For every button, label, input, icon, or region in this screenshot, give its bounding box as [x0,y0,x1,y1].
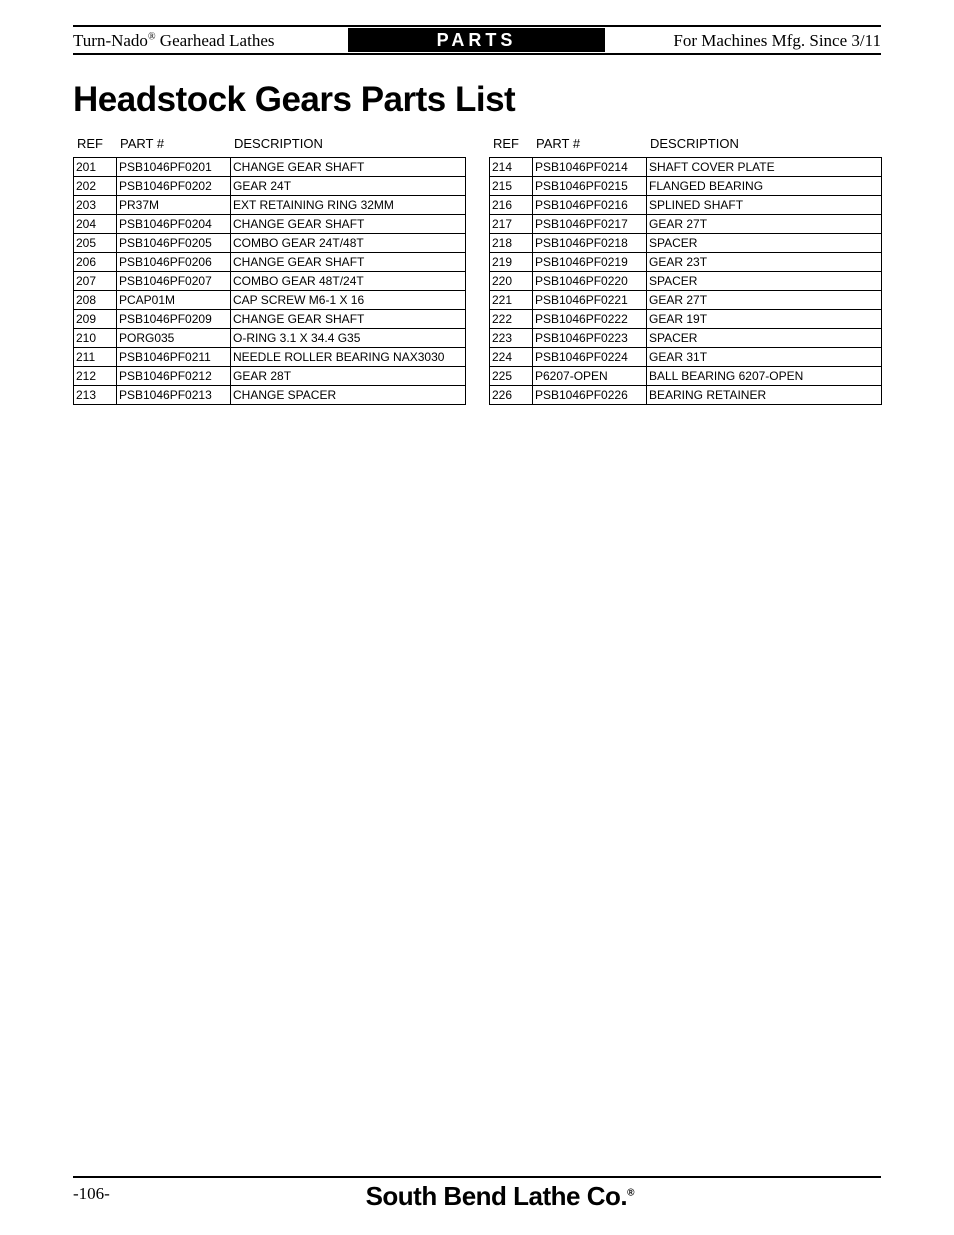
cell-description: BEARING RETAINER [647,386,882,405]
cell-description: SPACER [647,329,882,348]
cell-ref: 223 [490,329,533,348]
cell-part-number: PSB1046PF0205 [117,234,231,253]
section-label: PARTS [348,28,605,52]
table-row [490,196,882,215]
cell-part-number: PSB1046PF0223 [533,329,647,348]
cell-part-number: PSB1046PF0219 [533,253,647,272]
parts-table-right [489,132,881,405]
cell-ref: 213 [74,386,117,405]
cell-ref: 225 [490,367,533,386]
cell-ref: 222 [490,310,533,329]
cell-part-number: PSB1046PF0216 [533,196,647,215]
cell-description: CHANGE GEAR SHAFT [231,253,466,272]
parts-table-left [73,132,465,405]
table-row [490,253,882,272]
cell-ref: 216 [490,196,533,215]
page-number: -106- [73,1184,110,1203]
table-row [490,367,882,386]
cell-ref: 212 [74,367,117,386]
cell-description: CHANGE SPACER [231,386,466,405]
table-row [490,234,882,253]
table-row [490,291,882,310]
table-row [490,386,882,405]
table-row [74,310,466,329]
cell-description: GEAR 31T [647,348,882,367]
cell-part-number: PORG035 [117,329,231,348]
cell-ref: 208 [74,291,117,310]
cell-ref: 215 [490,177,533,196]
cell-ref: 220 [490,272,533,291]
table-row [74,253,466,272]
parts-list-left [73,157,466,405]
table-row [490,158,882,177]
brand-name: South Bend Lathe Co [365,1181,621,1211]
table-row [74,386,466,405]
cell-description: SPLINED SHAFT [647,196,882,215]
cell-part-number: PSB1046PF0211 [117,348,231,367]
table-row [74,272,466,291]
cell-part-number: PSB1046PF0206 [117,253,231,272]
cell-part-number: PSB1046PF0214 [533,158,647,177]
cell-part-number: PSB1046PF0212 [117,367,231,386]
table-row [490,215,882,234]
cell-part-number: PSB1046PF0201 [117,158,231,177]
cell-part-number: PSB1046PF0215 [533,177,647,196]
cell-part-number: PSB1046PF0226 [533,386,647,405]
cell-description: O-RING 3.1 X 34.4 G35 [231,329,466,348]
cell-ref: 219 [490,253,533,272]
cell-ref: 217 [490,215,533,234]
cell-description: GEAR 27T [647,291,882,310]
parts-list-right [489,157,882,405]
table-row [74,177,466,196]
cell-description: NEEDLE ROLLER BEARING NAX3030 [231,348,466,367]
header-product-suffix: Gearhead Lathes [155,31,275,50]
cell-ref: 214 [490,158,533,177]
cell-description: CHANGE GEAR SHAFT [231,310,466,329]
table-row [490,177,882,196]
cell-description: COMBO GEAR 24T/48T [231,234,466,253]
cell-description: SHAFT COVER PLATE [647,158,882,177]
col-header-ref: REF [493,136,519,151]
cell-ref: 218 [490,234,533,253]
cell-ref: 209 [74,310,117,329]
column-headers [489,132,881,157]
table-row [74,215,466,234]
col-header-desc: DESCRIPTION [234,136,323,151]
cell-ref: 205 [74,234,117,253]
cell-ref: 201 [74,158,117,177]
cell-ref: 224 [490,348,533,367]
cell-ref: 210 [74,329,117,348]
cell-part-number: PSB1046PF0221 [533,291,647,310]
cell-part-number: PSB1046PF0204 [117,215,231,234]
cell-description: COMBO GEAR 48T/24T [231,272,466,291]
cell-description: SPACER [647,272,882,291]
table-row [74,348,466,367]
cell-description: FLANGED BEARING [647,177,882,196]
cell-description: SPACER [647,234,882,253]
cell-part-number: PSB1046PF0220 [533,272,647,291]
col-header-part: PART # [536,136,581,151]
cell-description: BALL BEARING 6207-OPEN [647,367,882,386]
header-product-text: Turn-Nado [73,31,148,50]
cell-ref: 206 [74,253,117,272]
table-row [74,234,466,253]
brand-logo: South Bend Lathe Co.® [365,1181,634,1211]
cell-description: GEAR 24T [231,177,466,196]
table-row [74,329,466,348]
cell-part-number: PSB1046PF0213 [117,386,231,405]
table-row [74,158,466,177]
cell-part-number: P6207-OPEN [533,367,647,386]
cell-ref: 204 [74,215,117,234]
cell-part-number: PSB1046PF0224 [533,348,647,367]
cell-description: GEAR 23T [647,253,882,272]
cell-description: CAP SCREW M6-1 X 16 [231,291,466,310]
cell-part-number: PSB1046PF0222 [533,310,647,329]
header-machines-date: For Machines Mfg. Since 3/11 [673,31,881,50]
cell-description: GEAR 27T [647,215,882,234]
registered-mark: ® [147,31,156,43]
cell-ref: 207 [74,272,117,291]
table-row [74,196,466,215]
cell-part-number: PSB1046PF0217 [533,215,647,234]
col-header-desc: DESCRIPTION [650,136,739,151]
header-product-name [73,30,274,52]
cell-part-number: PSB1046PF0209 [117,310,231,329]
table-row [490,272,882,291]
brand-registered-mark: ® [627,1187,634,1199]
page-title: Headstock Gears Parts List [73,80,516,119]
cell-ref: 202 [74,177,117,196]
cell-description: CHANGE GEAR SHAFT [231,158,466,177]
cell-description: GEAR 28T [231,367,466,386]
page-header [73,25,881,55]
cell-description: CHANGE GEAR SHAFT [231,215,466,234]
cell-part-number: PSB1046PF0207 [117,272,231,291]
cell-part-number: PSB1046PF0202 [117,177,231,196]
table-row [74,367,466,386]
table-row [490,348,882,367]
table-row [74,291,466,310]
cell-ref: 226 [490,386,533,405]
table-row [490,329,882,348]
cell-description: GEAR 19T [647,310,882,329]
cell-part-number: PSB1046PF0218 [533,234,647,253]
col-header-ref: REF [77,136,103,151]
cell-ref: 221 [490,291,533,310]
cell-ref: 203 [74,196,117,215]
col-header-part: PART # [120,136,165,151]
cell-ref: 211 [74,348,117,367]
cell-description: EXT RETAINING RING 32MM [231,196,466,215]
cell-part-number: PCAP01M [117,291,231,310]
cell-part-number: PR37M [117,196,231,215]
table-row [490,310,882,329]
column-headers [73,132,465,157]
